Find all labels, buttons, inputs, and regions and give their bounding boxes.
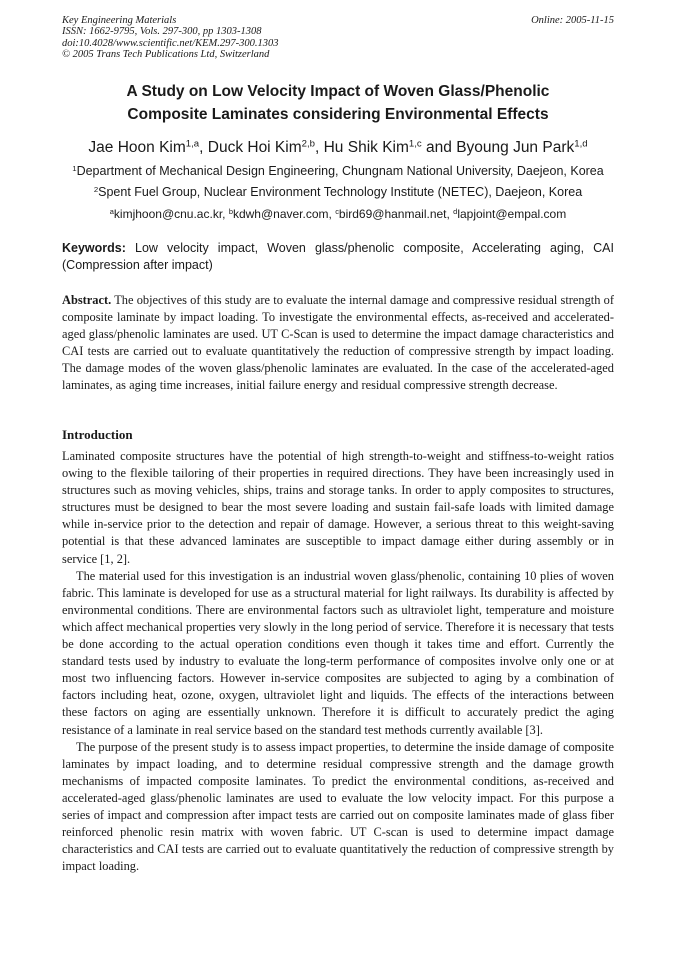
affiliation-text: Department of Mechanical Design Engineering, Chungnam National University, Daejeon, Korea — [76, 164, 604, 178]
affiliation-text: Spent Fuel Group, Nuclear Environment Technology Institute (NETEC), Daejeon, Korea — [98, 185, 583, 199]
email-list — [62, 206, 614, 222]
email-address[interactable]: bird69@hanmail.net, — [338, 207, 454, 221]
abstract-text: The objectives of this study are to evaluate the internal damage and compressive residual strength of composite laminate by impact loading. To investigate the environmental effects, as-received and accelerated-aged glass/phenolic laminates are used. UT C-Scan is used to determine the impact damage characteristics and CAI tests are carried out to evaluate quantitatively the reduction of compressive strength by impact loading. The damage modes of the woven glass/phenolic laminates are evaluated. In the case of the accelerated-aged laminates, as aging time increases, initial failure energy and residual compressive strength decrease. — [62, 293, 614, 393]
online-date: Online: 2005-11-15 — [531, 15, 614, 26]
email-superscript: c — [335, 206, 339, 216]
author-superscript: 1,c — [408, 138, 422, 150]
paper-title — [62, 80, 614, 126]
email-superscript: d — [453, 206, 458, 216]
email-address[interactable]: lapjoint@empal.com — [457, 207, 567, 221]
author-name: Duck Hoi Kim — [207, 139, 302, 156]
author-separator: , — [199, 139, 208, 156]
keywords-label: Keywords: — [62, 241, 126, 255]
email-address[interactable]: kdwh@naver.com, — [232, 207, 336, 221]
affiliation-superscript: 2 — [93, 184, 99, 194]
author-superscript: 1,d — [574, 138, 588, 150]
author-superscript: 2,b — [301, 138, 315, 150]
abstract-label: Abstract. — [62, 293, 112, 307]
author-separator: and — [421, 139, 457, 156]
intro-paragraph-1: Laminated composite structures have the potential of high strength-to-weight and stiffness-to-weight ratios owing to the flexible tailoring of their properties in required directions. They have been increasingly used in structures such as moving vehicles, ships, trains and storage tanks. In order to apply composites to structures, structures must be designed to bear the most severe loading and sustain fail-safe loads with limited damage while in-service prior to the detection and repair of damage. However, a serious threat to this weight-saving potential is that these advanced laminates are susceptible to impact damage either during assembly or in service [1, 2]. — [62, 449, 614, 566]
affiliation-superscript: 1 — [72, 163, 77, 173]
email-address[interactable]: kimjhoon@cnu.ac.kr, — [113, 207, 229, 221]
author-separator: , — [314, 139, 324, 156]
affiliation-1 — [62, 163, 614, 179]
abstract-section — [62, 292, 614, 395]
introduction-heading: Introduction — [62, 427, 133, 442]
intro-paragraph-3: The purpose of the present study is to assess impact properties, to determine the inside damage of composite laminates by impact loading, and to determine residual compressive strength and the damage growth mechanisms of impacted composite laminates. To predict the environmental conditions, as-received and accelerated-aged glass/phenolic laminates are used to evaluate the low velocity impact. For this purpose a series of impact and compression after impact tests are carried out on composite laminates made of glass fiber reinforced phenolic resin matrix with woven fabric. UT C-scan is used to determine impact damage characteristics and CAI tests are carried out to evaluate quantitatively the reduction of compressive strength by impact loading. — [62, 739, 614, 874]
keywords-paragraph — [62, 240, 614, 274]
author-superscript: 1,a — [185, 138, 200, 150]
keywords-text: Low velocity impact, Woven glass/phenolic composite, Accelerating aging, CAI (Compression after impact) — [62, 241, 614, 272]
copyright-line: © 2005 Trans Tech Publications Ltd, Switzerland — [62, 49, 270, 61]
issn-line: ISSN: 1662-9795, Vols. 297-300, pp 1303-1308 — [62, 26, 262, 38]
doi-link[interactable]: doi:10.4028/www.scientific.net/KEM.297-300.1303 — [62, 37, 279, 49]
email-superscript: b — [228, 206, 233, 216]
title-line-1: A Study on Low Velocity Impact of Woven Glass/Phenolic — [126, 83, 550, 100]
author-list — [62, 138, 614, 158]
journal-name: Key Engineering Materials — [62, 15, 177, 26]
affiliation-2 — [62, 184, 614, 200]
intro-paragraph-2: The material used for this investigation is an industrial woven glass/phenolic, containing 10 plies of woven fabric. This laminate is developed for use as a structural material for light railways. Its durability is affected by environmental conditions. There are environmental factors such as ultraviolet light, temperature and moisture which affect mechanical properties very slowly in the long period of service. Therefore it is necessary that tests be done according to the actual operation conditions even though it takes time and effort. Currently the standard tests used by industry to evaluate the long-term performance of composites involve only one or at most two influencing factors. However in-service composites are subjected to aging by a combination of factors including heat, ozone, oxygen, ultraviolet light and liquids. The effects of the interactions between these factors on aging are essentially unknown. Therefore it is difficult to accurately predict the aging resistance of a laminate in real service based on the standard test methods currently available [3]. — [62, 568, 614, 737]
journal-header — [62, 15, 614, 61]
author-name: Hu Shik Kim — [323, 139, 409, 156]
author-name: Jae Hoon Kim — [88, 139, 186, 156]
email-superscript: a — [109, 206, 114, 216]
introduction-section — [62, 448, 614, 875]
author-name: Byoung Jun Park — [456, 139, 575, 156]
title-line-2: Composite Laminates considering Environmental Effects — [127, 106, 549, 123]
